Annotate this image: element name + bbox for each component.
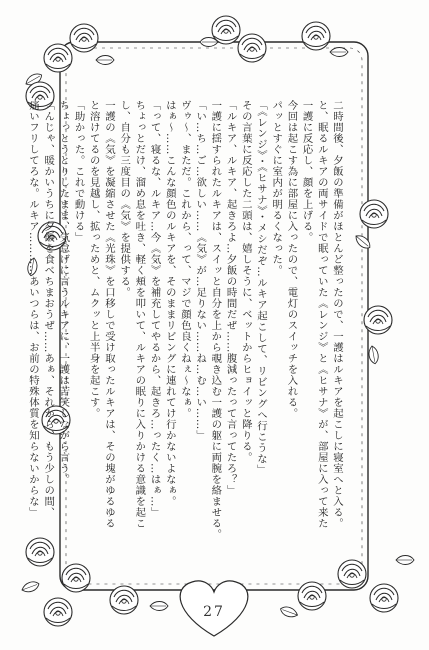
body-text bbox=[26, 100, 344, 550]
rose-cluster-bottom-right bbox=[279, 556, 414, 620]
rose-cluster-top bbox=[200, 16, 348, 62]
rose-cluster-right bbox=[353, 200, 392, 365]
rose-cluster-bottom-left bbox=[20, 538, 168, 626]
text-line: 今回は起こす為に部屋に入ったので、電灯のスイッチを入れる。 bbox=[285, 100, 298, 419]
text-line: ちょっとうとりしたまま、気怠げに言うルキアに、一護は苦笑しながら言う。 bbox=[57, 100, 70, 485]
text-line: 「って、寝るな、ルキア…今《気》を補充してやるから、起きろ…ったく…はぁ…」 bbox=[148, 100, 161, 518]
text-line: 痛いフリしてろな。ルキア…………あいつらは、お前の特殊体質を知らないからな」 bbox=[26, 100, 39, 518]
text-line: パッとすぐに室内が明るくなった。 bbox=[270, 100, 283, 276]
text-line: その言葉に反応した二頭は、嬉しそうに、ベットからヒョイッと降りる。 bbox=[239, 100, 252, 463]
text-line: 一護に反応し、顔を上げる。 bbox=[300, 100, 313, 243]
text-line: 「んじゃ、暖かいうちに夕飯を食べちまおうぜ……あぁ、それから、もう少しの間、 bbox=[42, 100, 55, 518]
text-line: はぁ～……こんな顔色のルキアを、そのままリビングに連れてけ行かないよなぁ。 bbox=[163, 100, 176, 507]
text-line: 「い…ち…ご…欲しい……《気》が…足りない……ね…む…い……」 bbox=[194, 100, 207, 441]
rose-cluster-top-left bbox=[24, 24, 114, 110]
text-line: と、眠るルキアの両サイドで眠っていた《レンジ》と《ヒサナ》が、部屋に入って来た bbox=[315, 100, 328, 529]
page-number: 27 bbox=[203, 604, 225, 620]
text-line: 一護に揺すられたルキアは、スイッと自分を上から覗き込む一護の躯に両腕を絡ませる。 bbox=[209, 100, 222, 540]
text-line: 「助かった。これで動ける」 bbox=[72, 100, 85, 243]
text-line: 「ルキア、ルキア、起きろよ…夕飯の時間だぜ……腹減ったって言ってたろ？」 bbox=[224, 100, 237, 496]
text-line: し、自分も三度目の《気》を提供する。 bbox=[118, 100, 131, 298]
text-line: 二時間後、夕飯の準備がほとんど整ったので、一護はルキアを起こしに寝室へと入る。 bbox=[331, 100, 343, 529]
text-line: ちょっとだけ、溜め息を吐き、軽く頬を叩いて、ルキアの眠りに入りかける意識を起こ bbox=[133, 100, 146, 529]
text-line: と溶けてるのを見越し、拡っためと、ムクッと上半身を起こす。 bbox=[87, 100, 100, 419]
text-line: 「《レンジ》・《ヒサナ》・メシだぞ…ルキア起こして、リビングへ行こうな」 bbox=[254, 100, 267, 476]
text-line: 一護の《気》を凝縮させた《光珠》を口移しで受け取ったルキアは、その塊がゆるゆる bbox=[102, 100, 115, 529]
text-line: ヴゥ～、まただ。これから、って、マジで顔色良くねぇ～なぁ。 bbox=[178, 100, 191, 419]
